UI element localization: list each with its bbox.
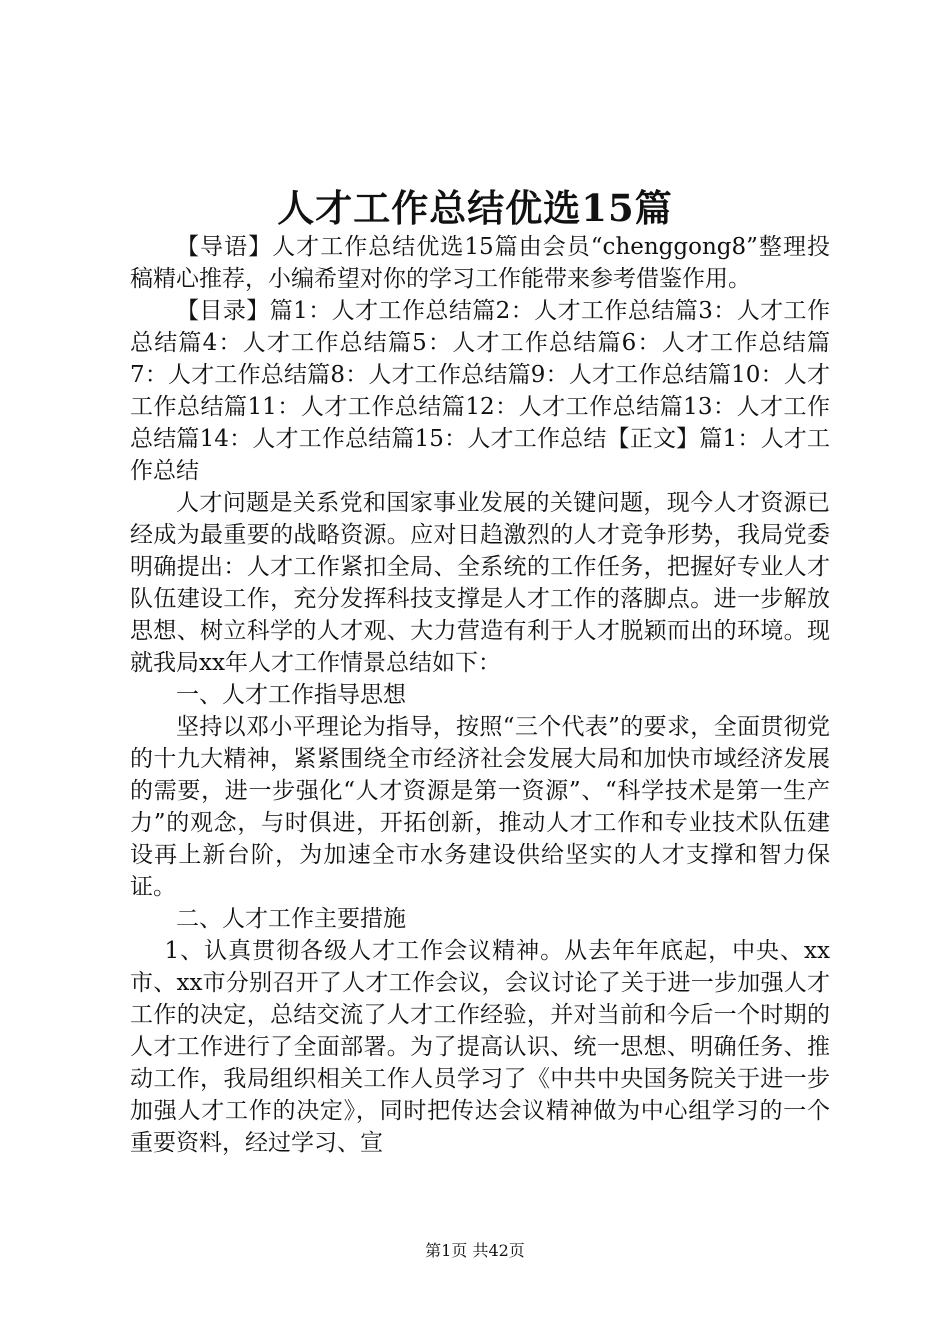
page-number-footer: 第1页 共42页 [425, 1241, 525, 1260]
body-paragraph: 坚持以邓小平理论为指导，按照“三个代表”的要求，全面贯彻党的十九大精神，紧紧围绕全市经济社会发展大局和加快市域经济发展的需要，进一步强化“人才资源是第一资源”、“科学技术是第一生产力”的观念，与时俱进，开拓创新，推动人才工作和专业技术队伍建设再上新台阶，为加速全市水务建设供给坚实的人才支撑和智力保证。 [130, 714, 830, 900]
body-paragraph: 人才问题是关系党和国家事业发展的关键问题，现今人才资源已经成为最重要的战略资源。应对日趋激烈的人才竞争形势，我局党委明确提出：人才工作紧扣全局、全系统的工作任务，把握好专业人才队伍建设工作，充分发挥科技支撑是人才工作的落脚点。进一步解放思想、树立科学的人才观、大力营造有利于人才脱颖而出的环境。现就我局xx年人才工作情景总结如下： [130, 490, 830, 676]
document-body [130, 231, 830, 1159]
document-title: 人才工作总结优选15篇 [277, 186, 673, 230]
section-heading: 一、人才工作指导思想 [176, 682, 406, 708]
body-paragraph: 1、认真贯彻各级人才工作会议精神。从去年年底起，中央、xx市、xx市分别召开了人才工作会议，会议讨论了关于进一步加强人才工作的决定，总结交流了人才工作经验，并对当前和今后一个时期的人才工作进行了全面部署。为了提高认识、统一思想、明确任务、推动工作，我局组织相关工作人员学习了《中共中央国务院关于进一步加强人才工作的决定》，同时把传达会议精神做为中心组学习的一个重要资料，经过学习、宣 [130, 938, 830, 1156]
section-heading: 二、人才工作主要措施 [176, 906, 406, 932]
intro-paragraph: 【导语】人才工作总结优选15篇由会员“chenggong8”整理投稿精心推荐，小编希望对你的学习工作能带来参考借鉴作用。 [130, 234, 830, 292]
toc-paragraph: 【目录】篇1：人才工作总结篇2：人才工作总结篇3：人才工作总结篇4：人才工作总结篇5：人才工作总结篇6：人才工作总结篇7：人才工作总结篇8：人才工作总结篇9：人才工作总结篇10：人才工作总结篇11：人才工作总结篇12：人才工作总结篇13：人才工作总结篇14：人才工作总结篇15：人才工作总结【正文】篇1：人才工作总结 [130, 298, 830, 484]
